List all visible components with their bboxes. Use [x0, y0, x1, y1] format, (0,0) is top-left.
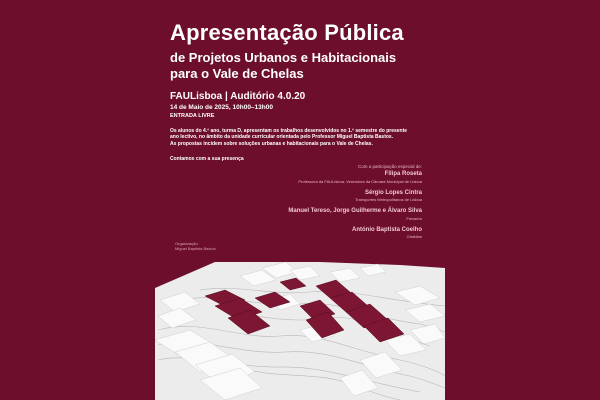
description-line-1: Os alunos do 4.º ano, turma D, apresentam os trabalhos desenvolvidos no 1.º semestre do presente: [170, 128, 408, 134]
guest-name: Sérgio Lopes Cintra: [364, 189, 422, 196]
subtitle-line-2: para o Vale de Chelas: [170, 66, 304, 81]
poster-title: Apresentação Pública: [170, 20, 404, 45]
description-line-2: ano lectivo, no âmbito da unidade curricular orientada pelo Professor Miguel Baptista Bastos.: [170, 134, 394, 141]
guest-name: Filipa Roseta: [384, 171, 422, 177]
guest-name: Manuel Tereso, Jorge Guilherme e Álvaro Silva: [288, 208, 422, 214]
description-line-3: As propostas incidem sobre soluções urbanas e habitacionais para o Vale de Chelas.: [170, 140, 373, 147]
guest-name: António Baptista Coelho: [352, 226, 422, 233]
guest-role: Fenacho: [406, 215, 422, 221]
entry-label: ENTRADA LIVRE: [170, 113, 215, 119]
subtitle-line-1: de Projetos Urbanos e Habitacionais: [170, 50, 397, 65]
guests-intro: Com a participação especial de:: [357, 164, 422, 169]
organizer-label: Organização: [175, 241, 198, 246]
guest-role: Transportes Metropolitanos de Lisboa: [355, 197, 422, 202]
organizer-name: Miguel Baptista Bastos: [175, 246, 216, 251]
guest-role: Professora da FAULisboa, Vereadora da Câmara Municipal de Lisboa: [298, 178, 422, 184]
event-date: 14 de Maio de 2025, 10h00–13h00: [170, 104, 273, 111]
invite-text: Contamos com a sua presença: [170, 156, 244, 162]
guest-role: Ghabitar: [406, 234, 422, 239]
event-venue: FAULisboa | Auditório 4.0.20: [170, 91, 306, 102]
